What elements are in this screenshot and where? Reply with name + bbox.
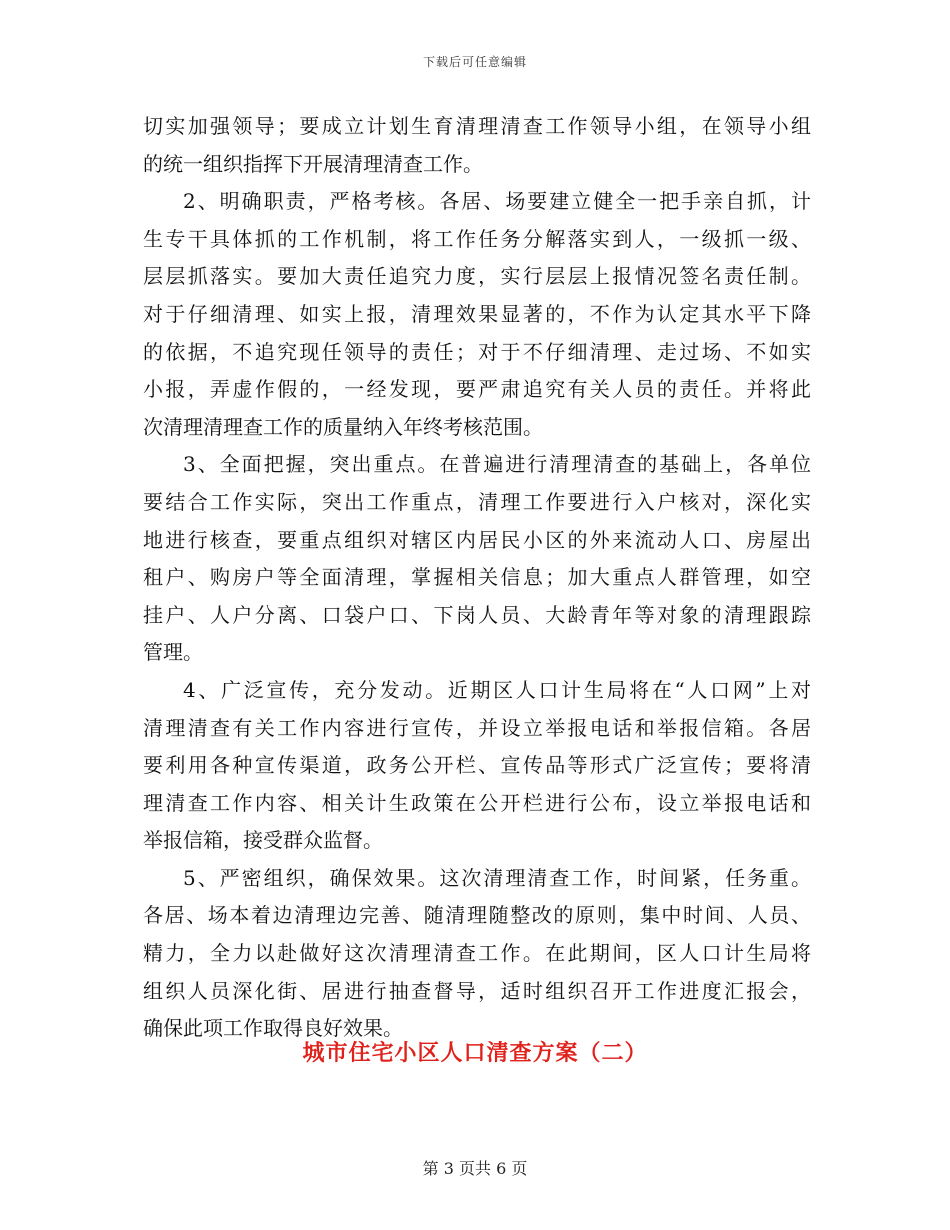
text-line: 次清理清理查工作的质量纳入年终考核范围。 <box>143 414 543 439</box>
text-line: 组织人员深化街、居进行抽查督导，适时组织召开工作进度汇报会， <box>143 978 811 1003</box>
page-number: 第 3 页共 6 页 <box>422 1159 528 1178</box>
text-line: 3、全面把握，突出重点。在普遍进行清理清查的基础上，各单位 <box>183 452 811 477</box>
text-line: 切实加强领导；要成立计划生育清理清查工作领导小组，在领导小组 <box>143 114 811 138</box>
text-line: 清理清查有关工作内容进行宣传，并设立举报电话和举报信箱。各居 <box>143 715 811 740</box>
text-line: 2、明确职责，严格考核。各居、场要建立健全一把手亲自抓，计 <box>183 189 811 214</box>
text-line: 理清查工作内容、相关计生政策在公开栏进行公布，设立举报电话和 <box>143 790 811 815</box>
text-line: 对于仔细清理、如实上报，清理效果显著的，不作为认定其水平下降 <box>143 301 811 326</box>
section-title: 城市住宅小区人口清查方案（二） <box>302 1040 648 1066</box>
text-line: 地进行核查，要重点组织对辖区内居民小区的外来流动人口、房屋出 <box>143 527 811 552</box>
text-line: 确保此项工作取得良好效果。 <box>143 1016 403 1041</box>
text-line: 各居、场本着边清理边完善、随清理随整改的原则，集中时间、人员、 <box>143 903 811 928</box>
text-line: 小报，弄虚作假的，一经发现，要严肃追究有关人员的责任。并将此 <box>143 377 811 402</box>
text-line: 层层抓落实。要加大责任追究力度，实行层层上报情况签名责任制。 <box>143 264 811 289</box>
text-line: 挂户、人户分离、口袋户口、下岗人员、大龄青年等对象的清理跟踪 <box>143 602 811 627</box>
text-line: 4、广泛宣传，充分发动。近期区人口计生局将在“人口网”上对 <box>183 677 811 702</box>
text-line: 举报信箱，接受群众监督。 <box>143 828 383 853</box>
text-line: 5、严密组织，确保效果。这次清理清查工作，时间紧，任务重。 <box>183 865 811 890</box>
text-line: 要利用各种宣传渠道，政务公开栏、宣传品等形式广泛宣传；要将清 <box>143 753 811 778</box>
text-line: 租户、购房户等全面清理，掌握相关信息；加大重点人群管理，如空 <box>143 565 811 590</box>
text-line: 管理。 <box>143 640 203 665</box>
text-line: 精力，全力以赴做好这次清理清查工作。在此期间，区人口计生局将 <box>143 941 811 966</box>
text-line: 的依据，不追究现任领导的责任；对于不仔细清理、走过场、不如实 <box>143 339 811 364</box>
text-line: 生专干具体抓的工作机制，将工作任务分解落实到人，一级抓一级、 <box>143 226 811 251</box>
text-line: 的统一组织指挥下开展清理清查工作。 <box>143 151 483 176</box>
document-body <box>143 108 811 1048</box>
page-header-note: 下载后可任意编辑 <box>422 55 527 69</box>
text-line: 要结合工作实际，突出工作重点，清理工作要进行入户核对，深化实 <box>143 489 811 514</box>
